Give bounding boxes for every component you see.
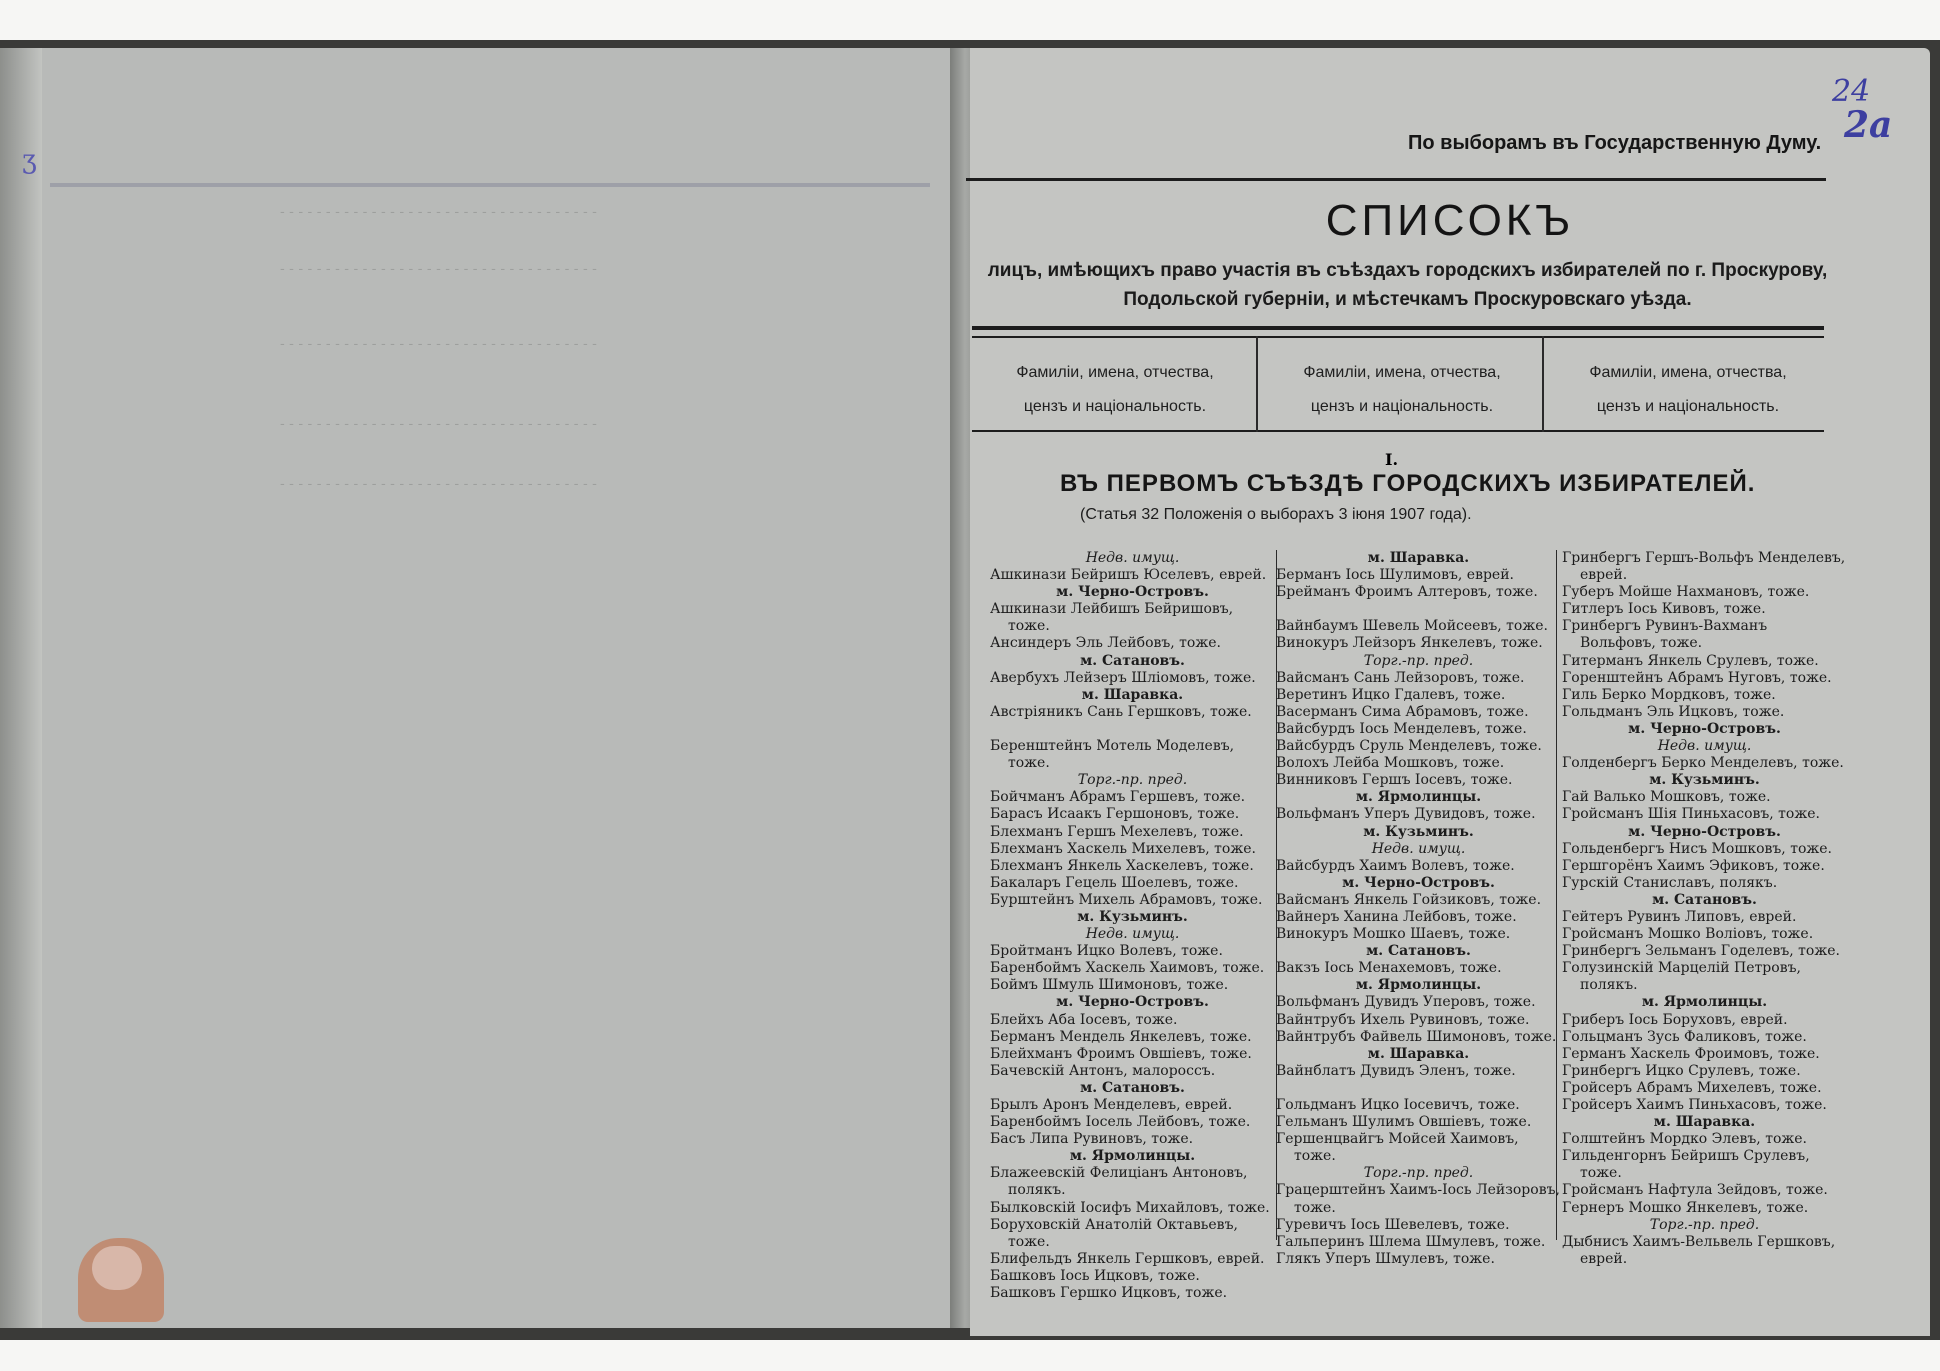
list-entry: Австріяникъ Сань Гершковъ, тоже. bbox=[990, 703, 1252, 720]
bleed-through-rule bbox=[50, 183, 930, 187]
bleed-through-text: - - - - - - - - - - - - - - - - - - - - - - - - - - - - - - - - - - - bbox=[280, 336, 597, 352]
header-divider bbox=[1256, 336, 1258, 432]
folio-number-alt: 2а bbox=[1844, 104, 1893, 146]
list-entry: Берманъ Іось Шулимовъ, еврей. bbox=[1276, 567, 1514, 584]
list-entry: Блифельдъ Янкель Гершковъ, еврей. bbox=[990, 1250, 1265, 1267]
list-entry: Голштейнъ Мордко Элевъ, тоже. bbox=[1562, 1131, 1807, 1148]
category-heading: Торг.-пр. пред. bbox=[1649, 1216, 1760, 1233]
list-entry: Гершгорёнъ Хаимъ Эфиковъ, тоже. bbox=[1562, 857, 1825, 874]
list-entry: Бакаларъ Гецель Шоелевъ, тоже. bbox=[990, 874, 1239, 891]
list-entry: Вайсбурдъ Хаимъ Волевъ, тоже. bbox=[1276, 857, 1515, 874]
list-spacer bbox=[990, 721, 1275, 738]
list-entry: Блехманъ Хаскель Михелевъ, тоже. bbox=[990, 840, 1256, 857]
list-entry: Гройсеръ Хаимъ Пиньхасовъ, тоже. bbox=[1562, 1097, 1827, 1113]
column-header: Фамиліи, имена, отчества, цензъ и національность. bbox=[1016, 364, 1214, 415]
place-heading: м. Черно-Островъ. bbox=[1056, 994, 1209, 1011]
bleed-through-text: - - - - - - - - - - - - - - - - - - - - - - - - - - - - - - - - - - - bbox=[280, 204, 597, 220]
document-subtitle bbox=[985, 256, 1830, 314]
list-entry: Гурскій Станиславъ, полякъ. bbox=[1562, 874, 1778, 891]
category-heading: Торг.-пр. пред. bbox=[1363, 652, 1474, 669]
left-page bbox=[0, 48, 955, 1328]
list-entry: Ансиндеръ Эль Лейбовъ, тоже. bbox=[990, 635, 1221, 652]
list-entry: Вайнблатъ Дувидъ Эленъ, тоже. bbox=[1276, 1062, 1516, 1079]
header-rule bbox=[966, 178, 1826, 181]
list-entry: Брейманъ Фроимъ Алтеровъ, тоже. bbox=[1276, 584, 1538, 601]
list-entry: Беренштейнъ Мотель Моделевъ, тоже. bbox=[990, 738, 1235, 772]
list-entry: Башковъ Іось Ицковъ, тоже. bbox=[990, 1267, 1200, 1284]
list-entry: Брылъ Аронъ Менделевъ, еврей. bbox=[990, 1097, 1233, 1113]
header-divider bbox=[1542, 336, 1544, 432]
list-entry: Винокуръ Мошко Шаевъ, тоже. bbox=[1276, 926, 1511, 943]
list-entry: Блехманъ Гершъ Мехелевъ, тоже. bbox=[990, 823, 1244, 840]
place-heading: м. Шаравка. bbox=[1081, 686, 1184, 703]
list-entry: Голузинскій Марцелій Петровъ, полякъ. bbox=[1562, 960, 1801, 994]
list-entry: Губеръ Мойше Нахмановъ, тоже. bbox=[1562, 584, 1810, 601]
list-entry: Вольфманъ Уперъ Дувидовъ, тоже. bbox=[1276, 806, 1536, 823]
list-entry: Гройсеръ Абрамъ Михелевъ, тоже. bbox=[1562, 1079, 1822, 1096]
list-entry: Гуревичъ Іось Шевелевъ, тоже. bbox=[1276, 1216, 1510, 1233]
document-title: СПИСОКЪ bbox=[1325, 196, 1575, 245]
list-spacer bbox=[1276, 1080, 1561, 1097]
list-entry: Гитлеръ Іось Кивовъ, тоже. bbox=[1562, 601, 1766, 618]
list-entry: Гройсманъ Шія Пиньхасовъ, тоже. bbox=[1562, 806, 1820, 823]
name-list-column bbox=[990, 550, 1275, 1302]
table-header-bottom-rule bbox=[972, 430, 1824, 432]
list-entry: Гельманъ Шулимъ Овшіевъ, тоже. bbox=[1276, 1114, 1532, 1131]
list-entry: Былковскій Іосифъ Михайловъ, тоже. bbox=[990, 1199, 1270, 1216]
list-entry: Гитерманъ Янкель Срулевъ, тоже. bbox=[1562, 652, 1819, 669]
place-heading: м. Кузьминъ. bbox=[1077, 908, 1188, 925]
bleed-through-text: - - - - - - - - - - - - - - - - - - - - - - - - - - - - - - - - - - - bbox=[280, 261, 597, 277]
list-entry: Ашкинази Лейбишъ Бейришовъ, тоже. bbox=[990, 601, 1234, 635]
place-heading: м. Сатановъ. bbox=[1080, 652, 1185, 669]
list-entry: Блажеевскій Фелиціанъ Антоновъ, полякъ. bbox=[990, 1165, 1248, 1199]
list-entry: Гальперинъ Шлема Шмулевъ, тоже. bbox=[1276, 1233, 1546, 1250]
list-entry: Блейхманъ Фроимъ Овшіевъ, тоже. bbox=[990, 1045, 1252, 1062]
place-heading: м. Ярмолинцы. bbox=[1069, 1148, 1196, 1165]
section-statute-note: (Статья 32 Положенія о выборахъ 3 іюня 1907 года). bbox=[1080, 506, 1472, 523]
subtitle-line: лицъ, имѣющихъ право участія въ съѣздахъ городскихъ избирателей по г. Проскурову, bbox=[987, 260, 1828, 281]
list-entry: Барасъ Исаакъ Гершоновъ, тоже. bbox=[990, 806, 1240, 823]
list-entry: Вайсбурдъ Іось Менделевъ, тоже. bbox=[1276, 720, 1527, 737]
list-entry: Васерманъ Сима Абрамовъ, тоже. bbox=[1276, 703, 1529, 720]
place-heading: м. Сатановъ. bbox=[1366, 943, 1471, 960]
list-entry: Грацерштейнъ Хаимъ-Іось Лейзоровъ, тоже. bbox=[1276, 1182, 1560, 1216]
category-heading: Недв. имущ. bbox=[1371, 840, 1466, 857]
place-heading: м. Кузьминъ. bbox=[1363, 823, 1474, 840]
list-entry: Гай Валько Мошковъ, тоже. bbox=[1562, 789, 1771, 806]
list-entry: Гольдманъ Ицко Іосевичъ, тоже. bbox=[1276, 1097, 1520, 1113]
list-entry: Винниковъ Гершъ Іосевъ, тоже. bbox=[1276, 772, 1513, 789]
list-entry: Вайсбурдъ Сруль Менделевъ, тоже. bbox=[1276, 738, 1542, 755]
place-heading: м. Сатановъ. bbox=[1652, 891, 1757, 908]
section-number: I. bbox=[1385, 450, 1399, 469]
list-entry: Берманъ Мендель Янкелевъ, тоже. bbox=[990, 1028, 1252, 1045]
place-heading: м. Черно-Островъ. bbox=[1628, 720, 1781, 737]
list-entry: Гринбергъ Зельманъ Годелевъ, тоже. bbox=[1562, 943, 1840, 960]
category-heading: Торг.-пр. пред. bbox=[1077, 772, 1188, 789]
list-entry: Вайнбаумъ Шевель Мойсеевъ, тоже. bbox=[1276, 618, 1548, 635]
table-top-rule-thin bbox=[972, 336, 1824, 338]
list-entry: Гриберъ Іось Боруховъ, еврей. bbox=[1562, 1011, 1788, 1028]
list-entry: Винокуръ Лейзоръ Янкелевъ, тоже. bbox=[1276, 635, 1543, 652]
list-entry: Вольфманъ Дувидъ Уперовъ, тоже. bbox=[1276, 994, 1536, 1011]
fingernail bbox=[92, 1246, 142, 1290]
list-entry: Гринбергъ Рувинъ-Вахманъ Вольфовъ, тоже. bbox=[1562, 618, 1768, 652]
category-heading: Недв. имущ. bbox=[1085, 550, 1180, 566]
name-list-column bbox=[1276, 550, 1561, 1268]
category-heading: Торг.-пр. пред. bbox=[1363, 1165, 1474, 1182]
list-entry: Веретинъ Ицко Гдалевъ, тоже. bbox=[1276, 686, 1506, 703]
name-list-column bbox=[1562, 550, 1847, 1268]
running-header: По выборамъ въ Государственную Думу. bbox=[1408, 132, 1822, 154]
list-entry: Баренбоймъ Іосель Лейбовъ, тоже. bbox=[990, 1114, 1251, 1131]
list-entry: Боруховскій Анатолій Октавьевъ, тоже. bbox=[990, 1216, 1238, 1250]
list-entry: Гильденгорнъ Бейришъ Срулевъ, тоже. bbox=[1562, 1148, 1810, 1182]
place-heading: м. Шаравка. bbox=[1367, 1045, 1470, 1062]
list-entry: Боймъ Шмуль Шимоновъ, тоже. bbox=[990, 977, 1229, 994]
bleed-through-text: - - - - - - - - - - - - - - - - - - - - - - - - - - - - - - - - - - - bbox=[280, 476, 597, 492]
list-entry: Бачевскій Антонъ, малороссъ. bbox=[990, 1062, 1216, 1079]
list-entry: Гринбергъ Гершъ-Вольфъ Менделевъ, еврей. bbox=[1562, 550, 1846, 584]
column-header: Фамиліи, имена, отчества, цензъ и національность. bbox=[1303, 364, 1501, 415]
table-top-rule bbox=[972, 326, 1824, 330]
list-entry: Гройсманъ Нафтула Зейдовъ, тоже. bbox=[1562, 1182, 1828, 1199]
list-entry: Авербухъ Лейзеръ Шлiомовъ, тоже. bbox=[990, 669, 1256, 686]
folio-number: 24 bbox=[1832, 74, 1871, 109]
list-entry: Вайсманъ Янкель Гойзиковъ, тоже. bbox=[1276, 891, 1542, 908]
bleed-through-text: - - - - - - - - - - - - - - - - - - - - - - - - - - - - - - - - - - - bbox=[280, 416, 597, 432]
list-entry: Германъ Хаскель Фроимовъ, тоже. bbox=[1562, 1045, 1820, 1062]
list-spacer bbox=[1276, 601, 1561, 618]
list-entry: Бурштейнъ Михель Абрамовъ, тоже. bbox=[990, 891, 1263, 908]
list-entry: Гройсманъ Мошко Воліовъ, тоже. bbox=[1562, 926, 1814, 943]
place-heading: м. Ярмолинцы. bbox=[1355, 977, 1482, 994]
page-stack-edge bbox=[0, 48, 42, 1328]
place-heading: м. Ярмолинцы. bbox=[1355, 789, 1482, 806]
category-heading: Недв. имущ. bbox=[1657, 738, 1752, 755]
list-entry: Басъ Липа Рувиновъ, тоже. bbox=[990, 1131, 1194, 1148]
list-entry: Ашкинази Бейришъ Юселевъ, еврей. bbox=[990, 567, 1267, 584]
list-entry: Баренбоймъ Хаскель Хаимовъ, тоже. bbox=[990, 960, 1265, 977]
place-heading: м. Черно-Островъ. bbox=[1342, 874, 1495, 891]
list-entry: Гольденбергъ Нисъ Мошковъ, тоже. bbox=[1562, 840, 1832, 857]
list-entry: Блейхъ Аба Іосевъ, тоже. bbox=[990, 1011, 1178, 1028]
list-entry: Горенштейнъ Абрамъ Нуговъ, тоже. bbox=[1562, 669, 1832, 686]
list-entry: Вайнтрубъ Файвель Шимоновъ, тоже. bbox=[1276, 1028, 1557, 1045]
place-heading: м. Кузьминъ. bbox=[1649, 772, 1760, 789]
column-header: Фамиліи, имена, отчества, цензъ и національность. bbox=[1589, 364, 1787, 415]
place-heading: м. Шаравка. bbox=[1367, 550, 1470, 566]
list-entry: Башковъ Гершко Ицковъ, тоже. bbox=[990, 1285, 1228, 1302]
list-entry: Гейтеръ Рувинъ Липовъ, еврей. bbox=[1562, 908, 1797, 925]
place-heading: м. Сатановъ. bbox=[1080, 1079, 1185, 1096]
list-entry: Гринбергъ Ицко Срулевъ, тоже. bbox=[1562, 1062, 1801, 1079]
list-entry: Гиль Берко Мордковъ, тоже. bbox=[1562, 686, 1776, 703]
place-heading: м. Черно-Островъ. bbox=[1628, 823, 1781, 840]
list-entry: Глякъ Уперъ Шмулевъ, тоже. bbox=[1276, 1250, 1495, 1267]
subtitle-line: Подольской губерніи, и мѣстечкамъ Проскуровскаго уѣзда. bbox=[1123, 289, 1692, 310]
list-entry: Волохъ Лейба Мошковъ, тоже. bbox=[1276, 755, 1505, 772]
list-entry: Гольцманъ Зусь Фаликовъ, тоже. bbox=[1562, 1028, 1807, 1045]
category-heading: Недв. имущ. bbox=[1085, 926, 1180, 943]
blue-pencil-mark: ʒ bbox=[22, 145, 37, 175]
list-entry: Бойчманъ Абрамъ Гершевъ, тоже. bbox=[990, 789, 1246, 806]
list-entry: Голденбергъ Берко Менделевъ, тоже. bbox=[1562, 755, 1844, 772]
place-heading: м. Шаравка. bbox=[1653, 1114, 1756, 1131]
list-entry: Бройтманъ Ицко Волевъ, тоже. bbox=[990, 943, 1223, 960]
list-entry: Гольдманъ Эль Ицковъ, тоже. bbox=[1562, 703, 1785, 720]
list-entry: Вайнтрубъ Ихель Рувиновъ, тоже. bbox=[1276, 1011, 1530, 1028]
list-entry: Гернеръ Мошко Янкелевъ, тоже. bbox=[1562, 1199, 1809, 1216]
list-entry: Дыбнисъ Хаимъ-Вельвель Гершковъ, еврей. bbox=[1562, 1233, 1836, 1267]
place-heading: м. Ярмолинцы. bbox=[1641, 994, 1768, 1011]
list-entry: Вайсманъ Сань Лейзоровъ, тоже. bbox=[1276, 669, 1525, 686]
list-entry: Вайнеръ Ханина Лейбовъ, тоже. bbox=[1276, 908, 1517, 925]
list-entry: Гершенцвайгъ Мойсей Хаимовъ, тоже. bbox=[1276, 1131, 1519, 1165]
place-heading: м. Черно-Островъ. bbox=[1056, 584, 1209, 601]
list-entry: Блехманъ Янкель Хаскелевъ, тоже. bbox=[990, 857, 1254, 874]
section-title: ВЪ ПЕРВОМЪ СЪѢЗДѢ ГОРОДСКИХЪ ИЗБИРАТЕЛЕЙ. bbox=[1060, 470, 1756, 497]
list-entry: Вакзъ Іось Менахемовъ, тоже. bbox=[1276, 960, 1502, 977]
